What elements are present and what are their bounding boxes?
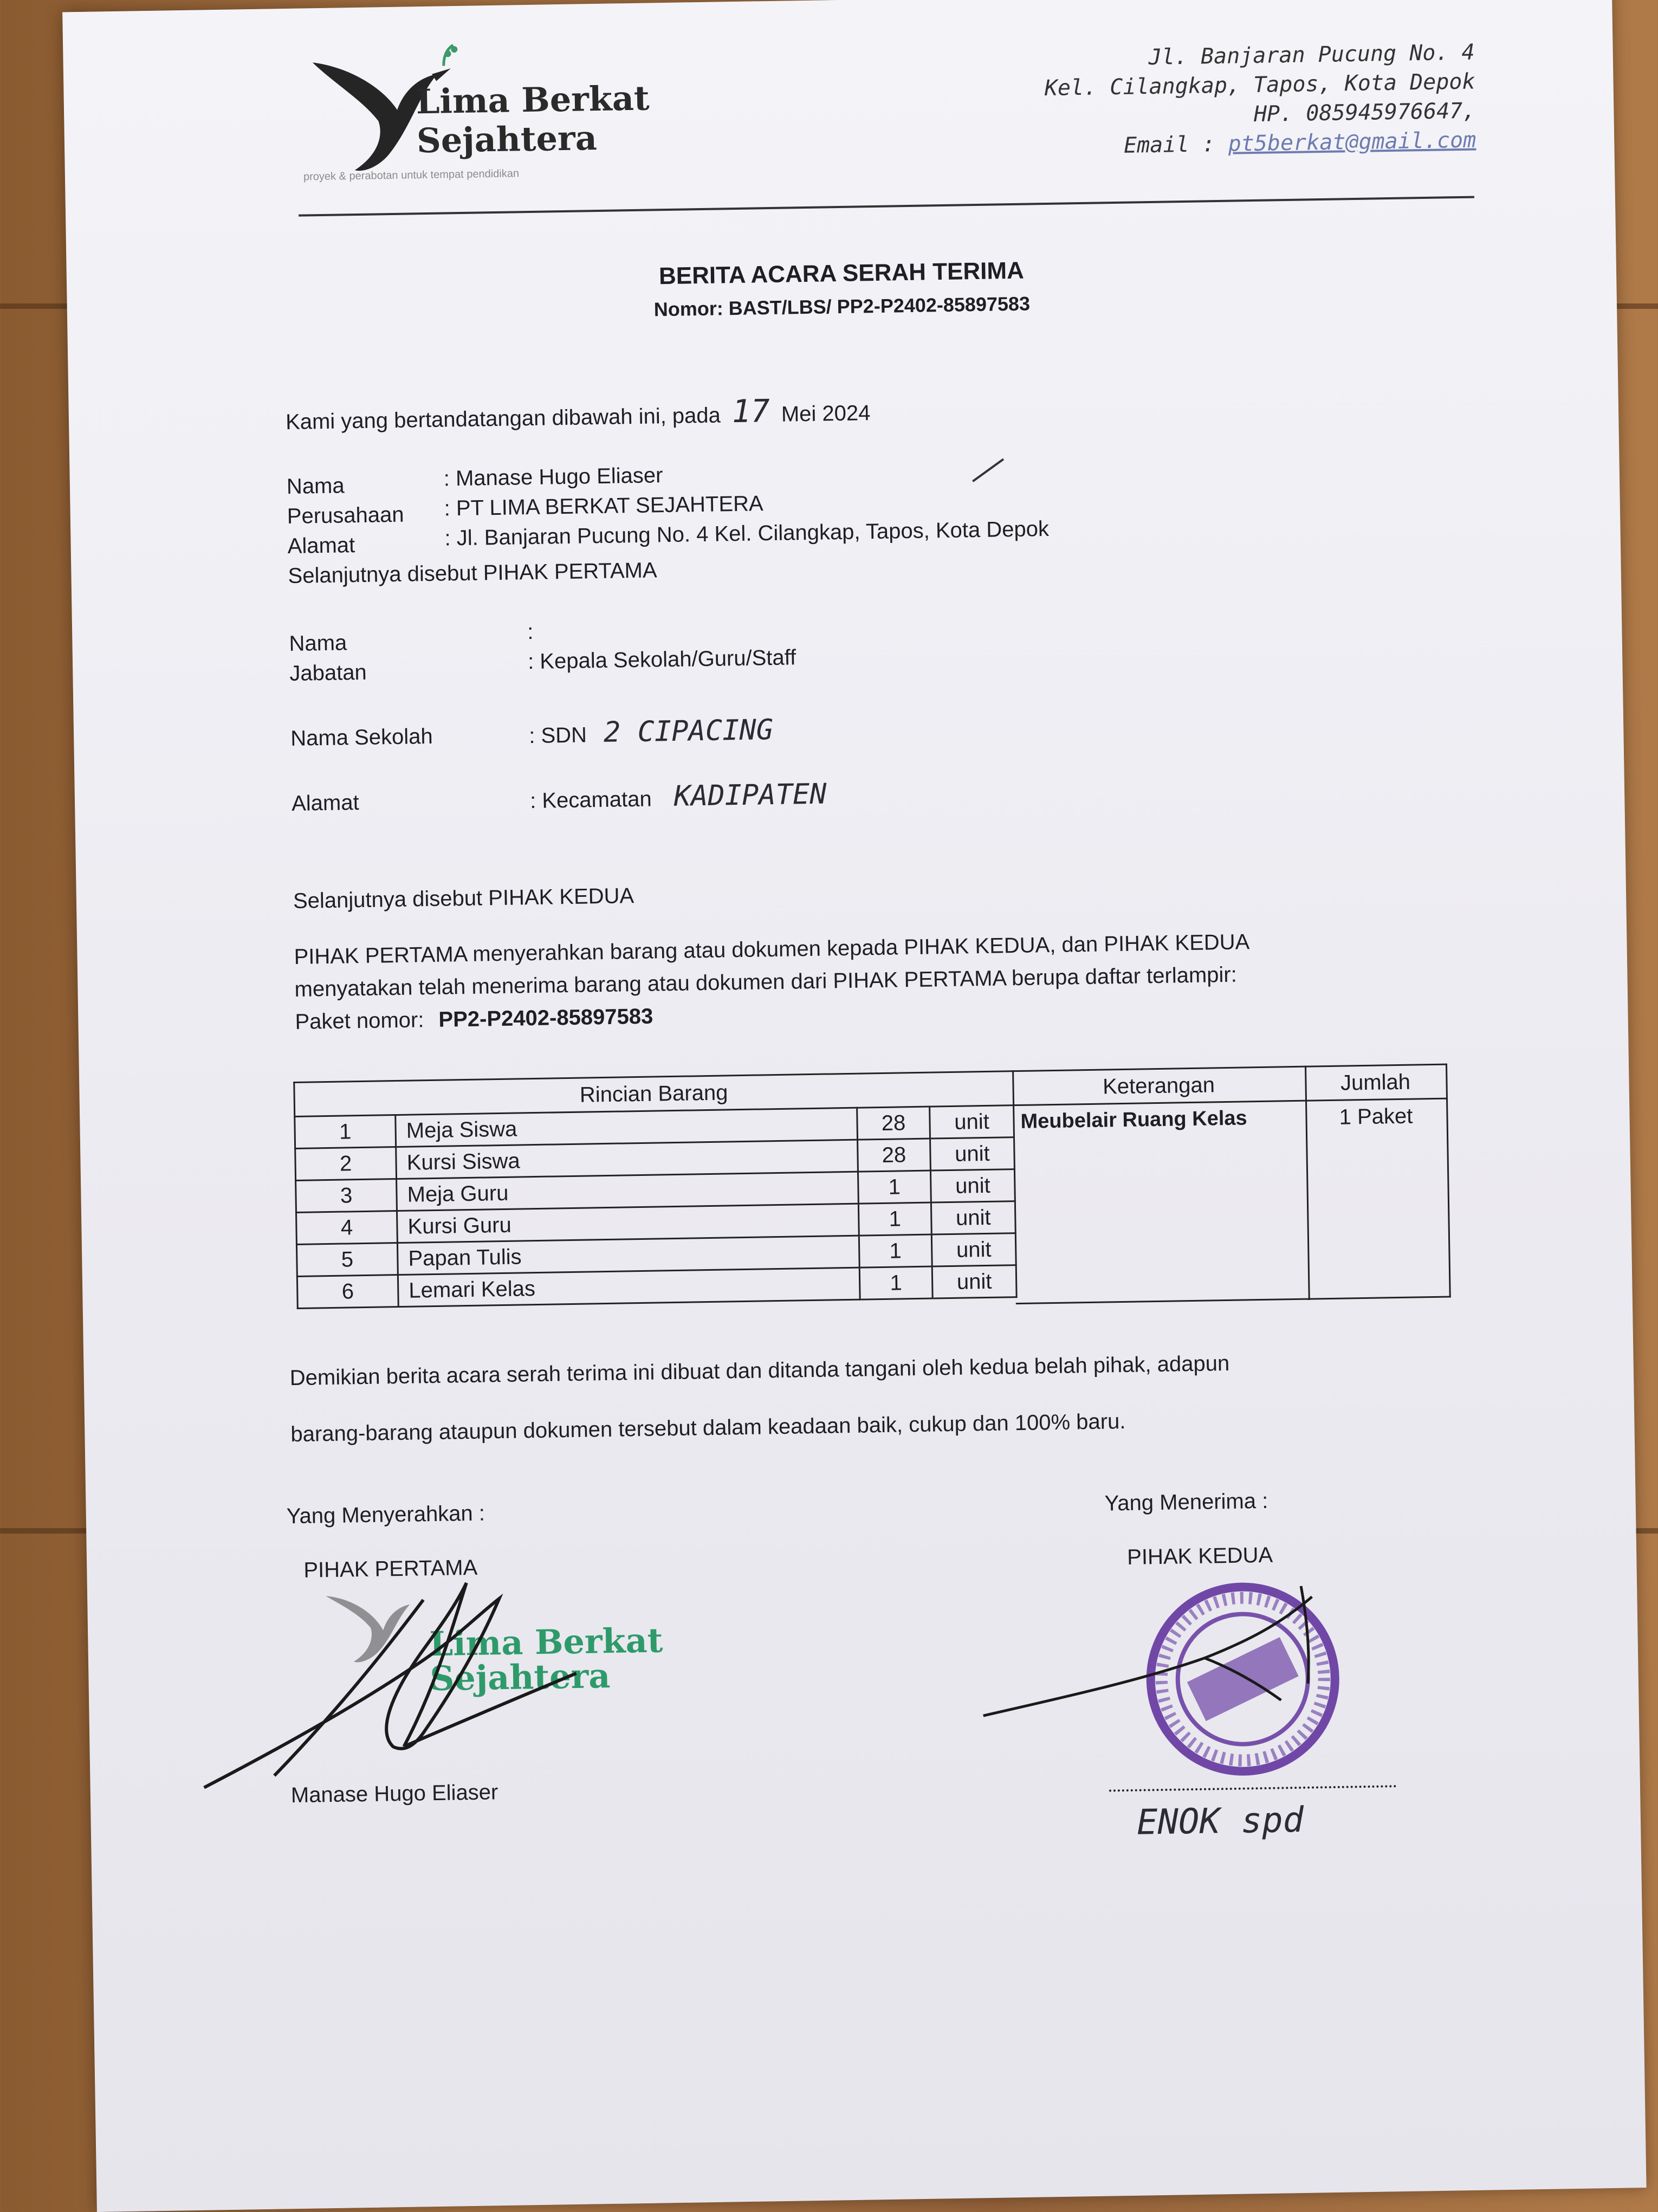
header-notes: Keterangan bbox=[1012, 1068, 1305, 1106]
row-number: 5 bbox=[296, 1243, 398, 1277]
row-qty: 1 bbox=[858, 1170, 931, 1204]
row-item: Lemari Kelas bbox=[398, 1267, 860, 1306]
party1-closing: Selanjutnya disebut PIHAK PERTAMA bbox=[288, 558, 657, 588]
paragraph-line1: PIHAK PERTAMA menyerahkan barang atau dokumen kepada PIHAK KEDUA, dan PIHAK KEDUA bbox=[294, 930, 1250, 969]
row-item: Papan Tulis bbox=[398, 1236, 860, 1275]
row-item: Kursi Siswa bbox=[396, 1140, 858, 1179]
right-signature-line bbox=[1109, 1785, 1396, 1791]
row-item: Meja Guru bbox=[397, 1172, 859, 1211]
row-unit: unit bbox=[932, 1265, 1016, 1298]
party2-school-label: Nama Sekolah bbox=[290, 724, 433, 751]
party2-address-value bbox=[530, 778, 827, 815]
party1-company-value: : PT LIMA BERKAT SEJAHTERA bbox=[444, 491, 763, 521]
row-number: 6 bbox=[297, 1275, 398, 1309]
row-number: 1 bbox=[295, 1115, 396, 1149]
logo-name-line1: Lima Berkat bbox=[416, 78, 650, 122]
phone-line: HP. 085945976647, bbox=[1253, 98, 1476, 127]
package-number: PP2-P2402-85897583 bbox=[438, 1004, 653, 1032]
party1-company-label: Perusahaan bbox=[287, 502, 404, 529]
stamp-line1: Lima Berkat bbox=[429, 1620, 663, 1664]
left-signatory-name: Manase Hugo Eliaser bbox=[290, 1780, 498, 1808]
header-total: Jumlah bbox=[1305, 1065, 1446, 1102]
row-item: Kursi Guru bbox=[397, 1204, 859, 1243]
email-label: Email : bbox=[1123, 132, 1215, 158]
row-unit: unit bbox=[930, 1169, 1015, 1202]
document-sheet bbox=[62, 0, 1646, 2212]
handover-paragraph bbox=[294, 922, 1487, 1038]
handwritten-district: KADIPATEN bbox=[673, 778, 827, 813]
closing-line1: Demikian berita acara serah terima ini dibuat dan ditanda tangani oleh kedua belah pihak, adapun bbox=[289, 1351, 1230, 1390]
header-divider bbox=[299, 196, 1474, 217]
row-unit: unit bbox=[930, 1137, 1015, 1170]
address-prefix: : Kecamatan bbox=[529, 787, 652, 813]
right-signature-party: PIHAK KEDUA bbox=[1126, 1543, 1273, 1569]
party2-position-value: : Kepala Sekolah/Guru/Staff bbox=[527, 645, 796, 674]
party2-school-value bbox=[529, 714, 774, 750]
row-number: 2 bbox=[295, 1147, 397, 1181]
party1-name-value: : Manase Hugo Eliaser bbox=[443, 463, 663, 491]
closing-line2: barang-barang ataupun dokumen tersebut dalam keadaan baik, cukup dan 100% baru. bbox=[290, 1409, 1126, 1447]
row-unit: unit bbox=[930, 1105, 1014, 1139]
package-label: Paket nomor: bbox=[295, 1008, 424, 1034]
company-address bbox=[878, 38, 1476, 164]
total-value: 1 Paket bbox=[1339, 1104, 1413, 1129]
address-line2: Kel. Cilangkap, Tapos, Kota Depok bbox=[1044, 69, 1475, 101]
handwritten-date-day: 17 bbox=[731, 392, 770, 430]
party2-closing: Selanjutnya disebut PIHAK KEDUA bbox=[293, 884, 634, 913]
left-signature-heading: Yang Menyerahkan : bbox=[286, 1501, 485, 1529]
stamp-line2: Sejahtera bbox=[429, 1655, 611, 1699]
document-number: Nomor: BAST/LBS/ PP2-P2402-85897583 bbox=[653, 292, 1031, 321]
school-prefix: : SDN bbox=[528, 723, 587, 748]
row-number: 4 bbox=[296, 1211, 398, 1245]
left-signature-party: PIHAK PERTAMA bbox=[303, 1555, 478, 1582]
party1-name-label: Nama bbox=[286, 474, 345, 499]
logo-tagline: proyek & perabotan untuk tempat pendidikan bbox=[303, 167, 520, 183]
left-signature-scribble bbox=[195, 1565, 589, 1799]
logo-name-line2: Sejahtera bbox=[416, 118, 598, 161]
intro-line bbox=[285, 392, 871, 436]
row-qty: 1 bbox=[859, 1266, 932, 1299]
row-qty: 1 bbox=[859, 1234, 932, 1267]
paragraph-line2: menyatakan telah menerima barang atau dokumen dari PIHAK PERTAMA berupa daftar terlampir: bbox=[294, 962, 1238, 1001]
row-qty: 28 bbox=[857, 1139, 930, 1172]
notes-column bbox=[1012, 1066, 1310, 1304]
items-table bbox=[293, 1070, 1017, 1309]
total-column bbox=[1305, 1064, 1451, 1300]
pen-tick-mark bbox=[972, 458, 1004, 482]
row-qty: 1 bbox=[858, 1202, 931, 1236]
party1-address-label: Alamat bbox=[287, 533, 355, 559]
intro-text: Kami yang bertandatangan dibawah ini, pada bbox=[285, 403, 721, 435]
row-item: Meja Siswa bbox=[396, 1108, 858, 1147]
document-title: BERITA ACARA SERAH TERIMA bbox=[658, 257, 1025, 290]
address-line1: Jl. Banjaran Pucung No. 4 bbox=[1148, 40, 1475, 70]
email-value[interactable]: pt5berkat@gmail.com bbox=[1228, 127, 1476, 157]
header-item-details: Rincian Barang bbox=[294, 1071, 1014, 1117]
party2-name-label: Nama bbox=[289, 631, 347, 656]
party2-name-value: : bbox=[527, 619, 534, 644]
party2-address-label: Alamat bbox=[291, 791, 359, 816]
notes-value: Meubelair Ruang Kelas bbox=[1020, 1107, 1247, 1133]
right-signature-heading: Yang Menerima : bbox=[1104, 1489, 1268, 1516]
row-number: 3 bbox=[296, 1179, 397, 1213]
party2-position-label: Jabatan bbox=[289, 660, 367, 686]
row-unit: unit bbox=[931, 1233, 1016, 1266]
party1-address-value: : Jl. Banjaran Pucung No. 4 Kel. Cilangkap, Tapos, Kota Depok bbox=[444, 516, 1050, 551]
handwritten-school-name: 2 CIPACING bbox=[603, 714, 774, 749]
handwritten-receiver-name: ENOK spd bbox=[1136, 1800, 1304, 1843]
closing-paragraph bbox=[289, 1330, 1537, 1463]
row-unit: unit bbox=[931, 1201, 1015, 1234]
row-qty: 28 bbox=[857, 1107, 930, 1140]
right-signature-scribble bbox=[976, 1575, 1346, 1732]
date-month-year: Mei 2024 bbox=[781, 401, 871, 426]
